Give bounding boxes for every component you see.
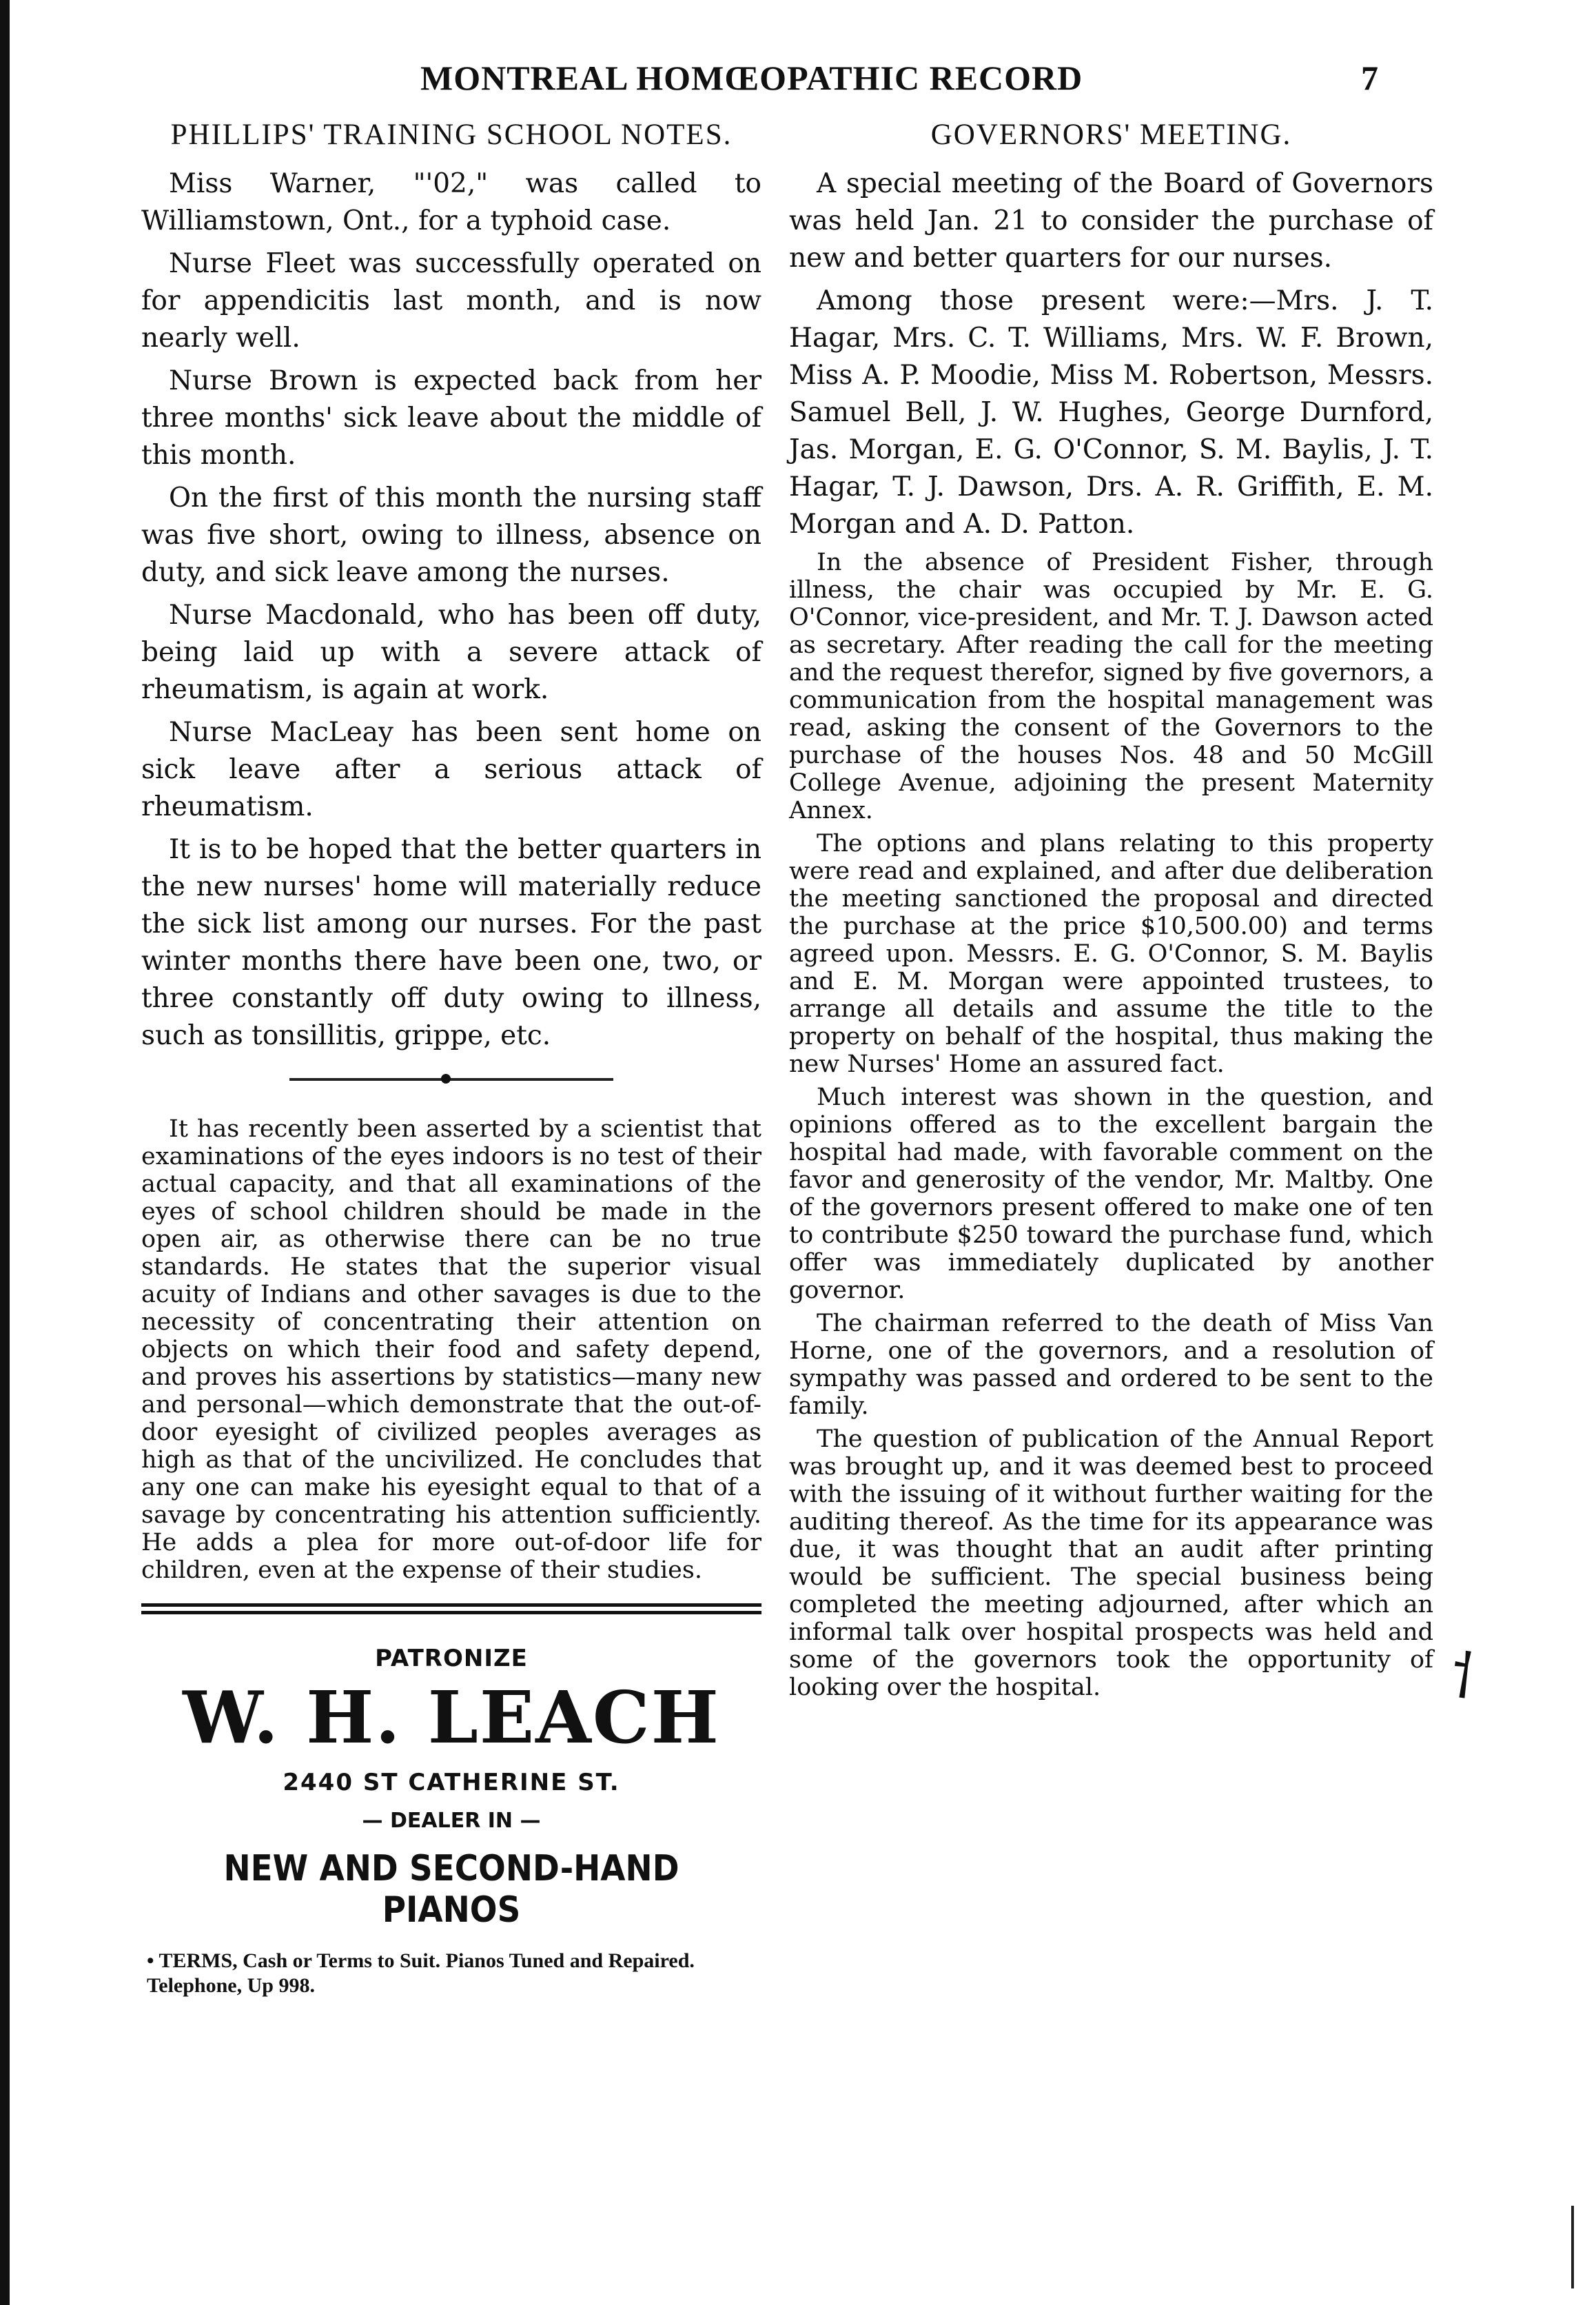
- section-divider: [289, 1078, 613, 1081]
- note-paragraph: Nurse Macdonald, who has been off duty, being laid up with a severe attack of rheumatism, is again at work.: [141, 600, 761, 705]
- running-head: MONTREAL HOMŒOPATHIC RECORD: [420, 59, 1083, 97]
- meeting-paragraph: The question of publication of the Annual Report was brought up, and it was deemed best to proceed with the issuing of it without further waiting for the auditing thereof. As the time for its appearance was due, it was thought that an audit after printing would be sufficient. The special business being completed the meeting adjourned, after which an informal talk over hospital prospects was held and some of the governors took the opportunity of looking over the hospital.: [789, 1425, 1433, 1701]
- training-school-notes: [141, 165, 761, 1055]
- meeting-paragraph: The chairman referred to the death of Miss Van Horne, one of the governors, and a resolution of sympathy was passed and ordered to be sent to the family.: [789, 1310, 1433, 1420]
- meeting-paragraph: Much interest was shown in the question, and opinions offered as to the excellent bargain the hospital had made, with favorable comment on the favor and generosity of the vendor, Mr. Maltby. One of the governors present offered to make one of ten to contribute $250 toward the purchase fund, which offer was immediately duplicated by another governor.: [789, 1084, 1433, 1304]
- ad-patronize: PATRONIZE: [375, 1645, 528, 1672]
- leach-advertisement: [141, 1603, 761, 1998]
- page-number: 7: [1361, 59, 1378, 97]
- scan-edge-tick: [1571, 2206, 1574, 2288]
- meeting-paragraph: Among those present were:—Mrs. J. T. Hagar, Mrs. C. T. Williams, Mrs. W. F. Brown, Miss A. P. Moodie, Miss M. Robertson, Messrs. Samuel Bell, J. W. Hughes, George Durnford, Jas. Morgan, E. G. O'Connor, S. M. Baylis, J. T. Hagar, T. J. Dawson, Drs. A. R. Griffith, E. M. Morgan and A. D. Patton.: [789, 285, 1433, 540]
- ad-terms: • TERMS, Cash or Terms to Suit. Pianos Tuned and Repaired. Telephone, Up 998.: [147, 1949, 695, 1997]
- ad-product-line: NEW AND SECOND-HAND PIANOS: [223, 1848, 679, 1931]
- note-paragraph: On the first of this month the nursing staff was five short, owing to illness, absence on duty, and sick leave among the nurses.: [141, 483, 761, 588]
- handwritten-margin-mark: ⸶: [1444, 1638, 1482, 1715]
- note-paragraph: Nurse Brown is expected back from her three months' sick leave about the middle of this month.: [141, 365, 761, 471]
- meeting-body: [789, 549, 1433, 1701]
- governors-meeting-heading: GOVERNORS' MEETING.: [930, 119, 1292, 151]
- right-column: [789, 117, 1433, 1707]
- left-column: [141, 117, 761, 1998]
- eyesight-article: [141, 1115, 761, 1584]
- meeting-paragraph: A special meeting of the Board of Governors was held Jan. 21 to consider the purchase of new and better quarters for our nurses.: [789, 168, 1433, 274]
- note-paragraph: Miss Warner, "'02," was called to Williamstown, Ont., for a typhoid case.: [141, 168, 761, 236]
- meeting-paragraph: The options and plans relating to this property were read and explained, and after due deliberation the meeting sanctioned the proposal and directed the purchase at the price $10,500.00) and terms agreed upon. Messrs. E. G. O'Connor, S. M. Baylis and E. M. Morgan were appointed trustees, to arrange all details and assume the title to the property on behalf of the hospital, thus making the new Nurses' Home an assured fact.: [789, 830, 1433, 1078]
- scan-edge-rule: [0, 0, 10, 2305]
- ad-top-rule: [141, 1611, 761, 1614]
- ad-business-name: W. H. LEACH: [183, 1675, 720, 1760]
- training-school-heading: PHILLIPS' TRAINING SCHOOL NOTES.: [170, 119, 733, 151]
- note-paragraph: Nurse Fleet was successfully operated on for appendicitis last month, and is now nearly well.: [141, 248, 761, 354]
- meeting-paragraph: In the absence of President Fisher, through illness, the chair was occupied by Mr. E. G. O'Connor, vice-president, and Mr. T. J. Dawson acted as secretary. After reading the call for the meeting and the request therefor, signed by five governors, a communication from the hospital management was read, asking the consent of the Governors to the purchase of the houses Nos. 48 and 50 McGill College Avenue, adjoining the present Maternity Annex.: [789, 549, 1433, 824]
- ad-dealer-line: — DEALER IN —: [362, 1809, 541, 1833]
- note-paragraph: It is to be hoped that the better quarters in the new nurses' home will materially reduce the sick list among our nurses. For the past winter months there have been one, two, or three constantly off duty owing to illness, such as tonsillitis, grippe, etc.: [141, 834, 761, 1051]
- meeting-intro: [789, 165, 1433, 543]
- eyesight-paragraph: It has recently been asserted by a scientist that examinations of the eyes indoors is no test of their actual capacity, and that all examinations of the eyes of school children should be made in the open air, as otherwise there can be no true standards. He states that the superior visual acuity of Indians and other savages is due to the necessity of concentrating their attention on objects on which their food and safety depend, and proves his assertions by statistics—many new and personal—which demonstrate that the out-of-door eyesight of civilized peoples averages as high as that of the uncivilized. He concludes that any one can make his eyesight equal to that of a savage by concentrating his attention sufficiently. He adds a plea for more out-of-door life for children, even at the expense of their studies.: [141, 1115, 761, 1584]
- ad-address: 2440 ST CATHERINE ST.: [283, 1769, 620, 1796]
- note-paragraph: Nurse MacLeay has been sent home on sick leave after a serious attack of rheumatism.: [141, 717, 761, 822]
